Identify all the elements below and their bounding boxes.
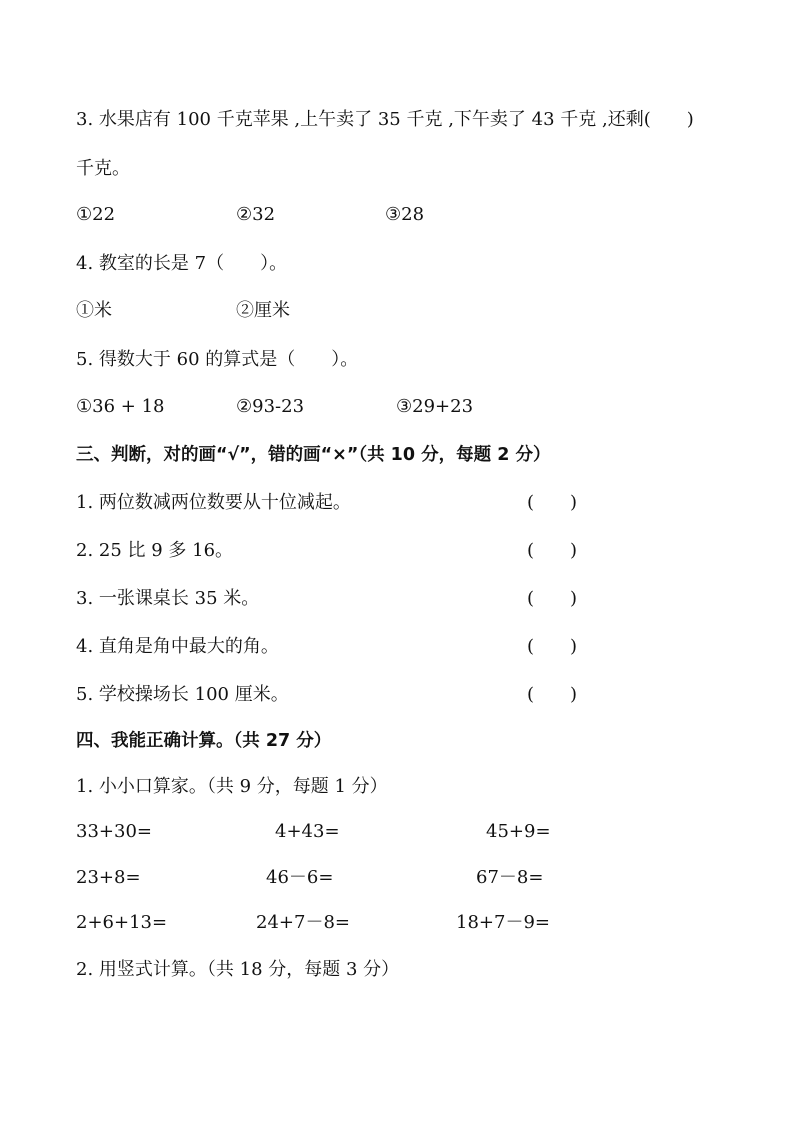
question-5-text: 5. 得数大于 60 的算式是（ ）。 bbox=[76, 349, 359, 370]
question-3-option-2: ②32 bbox=[236, 204, 276, 225]
judge-item-3: 3. 一张课桌长 35 米。 bbox=[76, 588, 260, 609]
question-5-option-1: ①36 + 18 bbox=[76, 396, 165, 417]
calc-problem: 23+8= bbox=[76, 867, 141, 888]
calc-problem: 45+9= bbox=[486, 821, 551, 842]
calc-problem: 33+30= bbox=[76, 821, 152, 842]
question-5-option-3: ③29+23 bbox=[396, 396, 474, 417]
judge-answer-blank-1[interactable]: ( ) bbox=[527, 492, 578, 513]
section-4-subheading-2: 2. 用竖式计算。（共 18 分，每题 3 分） bbox=[76, 959, 400, 980]
judge-answer-blank-5[interactable]: ( ) bbox=[527, 684, 578, 705]
question-3-text-cont: 千克。 bbox=[76, 158, 130, 179]
calc-problem: 4+43= bbox=[275, 821, 340, 842]
section-4-heading: 四、我能正确计算。（共 27 分） bbox=[76, 731, 332, 751]
judge-answer-blank-4[interactable]: ( ) bbox=[527, 636, 578, 657]
calc-problem: 67－8= bbox=[476, 867, 544, 888]
judge-item-2: 2. 25 比 9 多 16。 bbox=[76, 540, 234, 561]
calc-problem: 2+6+13= bbox=[76, 912, 168, 933]
judge-item-1: 1. 两位数减两位数要从十位减起。 bbox=[76, 492, 351, 513]
calc-problem: 24+7－8= bbox=[256, 912, 350, 933]
judge-item-4: 4. 直角是角中最大的角。 bbox=[76, 636, 279, 657]
section-3-heading: 三、判断，对的画“√”，错的画“×”（共 10 分，每题 2 分） bbox=[76, 445, 551, 465]
calc-problem: 18+7－9= bbox=[456, 912, 550, 933]
question-3-text: 3. 水果店有 100 千克苹果 ,上午卖了 35 千克 ,下午卖了 43 千克 ,还剩( ) bbox=[76, 109, 694, 130]
calc-problem: 46－6= bbox=[266, 867, 334, 888]
question-4-option-1: ①米 bbox=[76, 300, 112, 321]
judge-item-5: 5. 学校操场长 100 厘米。 bbox=[76, 684, 289, 705]
question-3-option-1: ①22 bbox=[76, 204, 116, 225]
question-4-text: 4. 教室的长是 7（ ）。 bbox=[76, 253, 288, 274]
judge-answer-blank-2[interactable]: ( ) bbox=[527, 540, 578, 561]
question-3-option-3: ③28 bbox=[385, 204, 425, 225]
section-4-subheading-1: 1. 小小口算家。（共 9 分，每题 1 分） bbox=[76, 776, 388, 797]
judge-answer-blank-3[interactable]: ( ) bbox=[527, 588, 578, 609]
question-4-option-2: ②厘米 bbox=[236, 300, 290, 321]
question-5-option-2: ②93-23 bbox=[236, 396, 305, 417]
